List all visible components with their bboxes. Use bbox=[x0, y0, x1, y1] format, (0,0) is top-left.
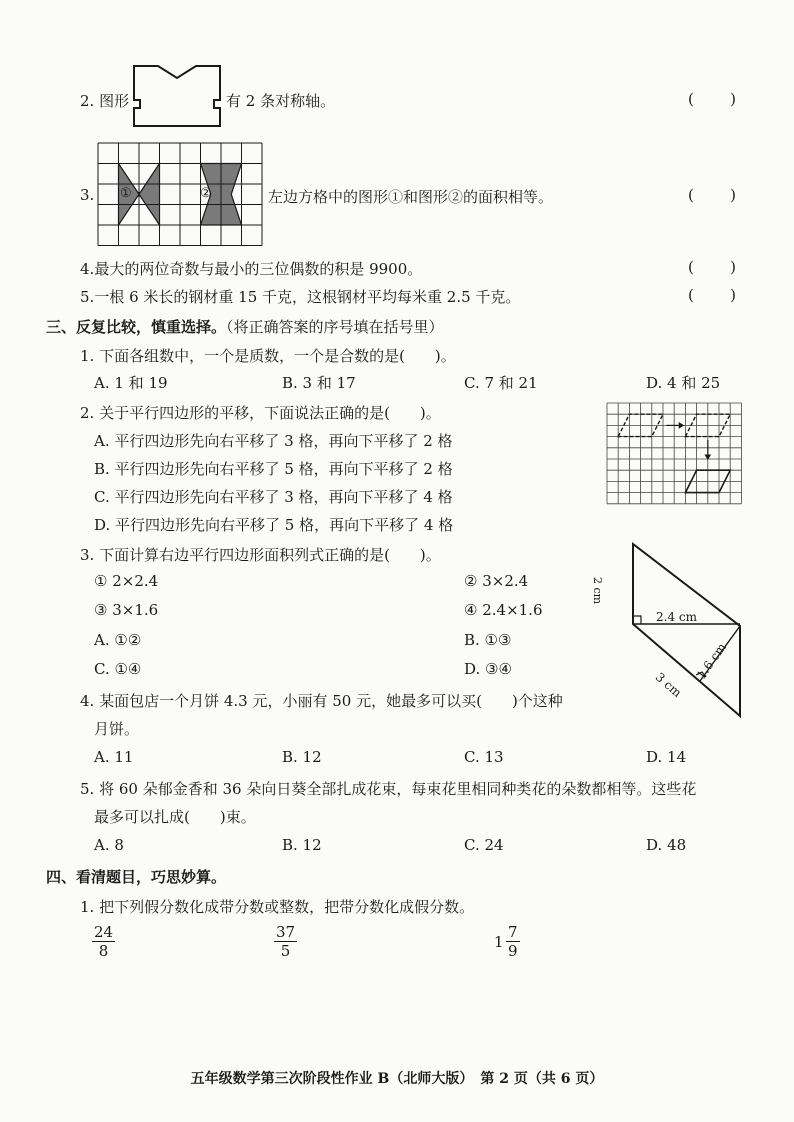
judge-item-4: 4.最大的两位奇数与最小的三位偶数的积是 9900。 bbox=[80, 260, 423, 278]
question-5-stem: 5. 将 60 朵郁金香和 36 朵向日葵全部扎成花束，每束花里相同种类花的朵数都相等。这些花 bbox=[80, 780, 697, 798]
question-1-stem: 1. 下面各组数中，一个是质数，一个是合数的是( )。 bbox=[80, 347, 456, 365]
fraction-2: $\frac{37}{5}$ bbox=[276, 923, 296, 960]
section-4-heading: 四、看清题目，巧思妙算。 bbox=[46, 868, 227, 886]
option-c[interactable]: C. 平行四边形先向右平移了 3 格，再向下平移了 4 格 bbox=[94, 488, 453, 506]
option-a[interactable]: A. 平行四边形先向右平移了 3 格，再向下平移了 2 格 bbox=[94, 432, 453, 450]
option-d[interactable]: D. 4 和 25 bbox=[646, 374, 721, 392]
option-c[interactable]: C. ①④ bbox=[94, 660, 142, 678]
item-number: 3. bbox=[80, 186, 95, 204]
expression-1: ① 2×2.4 bbox=[94, 572, 159, 590]
height-length-label: 2.4 cm bbox=[656, 610, 697, 624]
item-text: 左边方格中的图形①和图形②的面积相等。 bbox=[268, 188, 554, 206]
question-2-stem: 2. 关于平行四边形的平移，下面说法正确的是( )。 bbox=[80, 404, 441, 422]
answer-paren[interactable]: ( ) bbox=[688, 90, 736, 108]
fraction-3: $\frac{7}{9}$ bbox=[508, 923, 518, 960]
symmetry-shape-figure bbox=[132, 64, 222, 128]
judge-item-5: 5.一根 6 米长的钢材重 15 千克，这根钢材平均每米重 2.5 千克。 bbox=[80, 288, 521, 306]
option-d[interactable]: D. 14 bbox=[646, 748, 687, 766]
option-c[interactable]: C. 13 bbox=[464, 748, 504, 766]
item-number: 2. bbox=[80, 92, 95, 110]
option-c[interactable]: C. 7 和 21 bbox=[464, 374, 538, 392]
side-length-label: 2 cm bbox=[591, 577, 604, 605]
option-d[interactable]: D. ③④ bbox=[464, 660, 512, 678]
option-a[interactable]: A. 11 bbox=[94, 748, 134, 766]
base-length-label: 3 cm bbox=[652, 670, 685, 700]
expression-4: ④ 2.4×1.6 bbox=[464, 601, 543, 619]
answer-paren[interactable]: ( ) bbox=[688, 286, 736, 304]
option-d[interactable]: D. 平行四边形先向右平移了 5 格，再向下平移了 4 格 bbox=[94, 516, 454, 534]
expression-2: ② 3×2.4 bbox=[464, 572, 529, 590]
fraction-1: $\frac{24}{8}$ bbox=[94, 923, 114, 960]
question-1-stem: 1. 把下列假分数化成带分数或整数，把带分数化成假分数。 bbox=[80, 898, 475, 916]
section-3-heading: 三、反复比较，慎重选择。（将正确答案的序号填在括号里） bbox=[46, 318, 444, 336]
option-b[interactable]: B. 平行四边形先向右平移了 5 格，再向下平移了 2 格 bbox=[94, 460, 453, 478]
option-b[interactable]: B. ①③ bbox=[464, 631, 512, 649]
option-a[interactable]: A. 1 和 19 bbox=[94, 374, 168, 392]
judge-item-2 bbox=[80, 90, 129, 111]
answer-paren[interactable]: ( ) bbox=[688, 258, 736, 276]
question-4-stem-cont: 月饼。 bbox=[94, 720, 140, 738]
option-c[interactable]: C. 24 bbox=[464, 836, 504, 854]
option-b[interactable]: B. 3 和 17 bbox=[282, 374, 356, 392]
question-3-stem: 3. 下面计算右边平行四边形面积列式正确的是( )。 bbox=[80, 546, 441, 564]
expression-3: ③ 3×1.6 bbox=[94, 601, 159, 619]
option-a[interactable]: A. ①② bbox=[94, 631, 142, 649]
question-4-stem: 4. 某面包店一个月饼 4.3 元，小丽有 50 元，她最多可以买( )个这种 bbox=[80, 692, 563, 710]
option-b[interactable]: B. 12 bbox=[282, 836, 322, 854]
item-text: 图形 bbox=[99, 92, 130, 110]
mixed-number-whole: 1 bbox=[494, 933, 504, 951]
question-5-stem-cont: 最多可以扎成( )束。 bbox=[94, 808, 256, 826]
page-footer: 五年级数学第三次阶段性作业 B（北师大版） 第 2 页（共 6 页） bbox=[190, 1071, 604, 1087]
answer-paren[interactable]: ( ) bbox=[688, 186, 736, 204]
option-d[interactable]: D. 48 bbox=[646, 836, 687, 854]
item-text: 有 2 条对称轴。 bbox=[226, 92, 336, 110]
option-b[interactable]: B. 12 bbox=[282, 748, 322, 766]
slant-height-label: 1.6 cm bbox=[694, 640, 729, 683]
translation-grid-figure bbox=[606, 402, 742, 504]
option-a[interactable]: A. 8 bbox=[94, 836, 124, 854]
shape-label-1: ① bbox=[120, 186, 132, 201]
shape-label-2: ② bbox=[200, 186, 212, 201]
